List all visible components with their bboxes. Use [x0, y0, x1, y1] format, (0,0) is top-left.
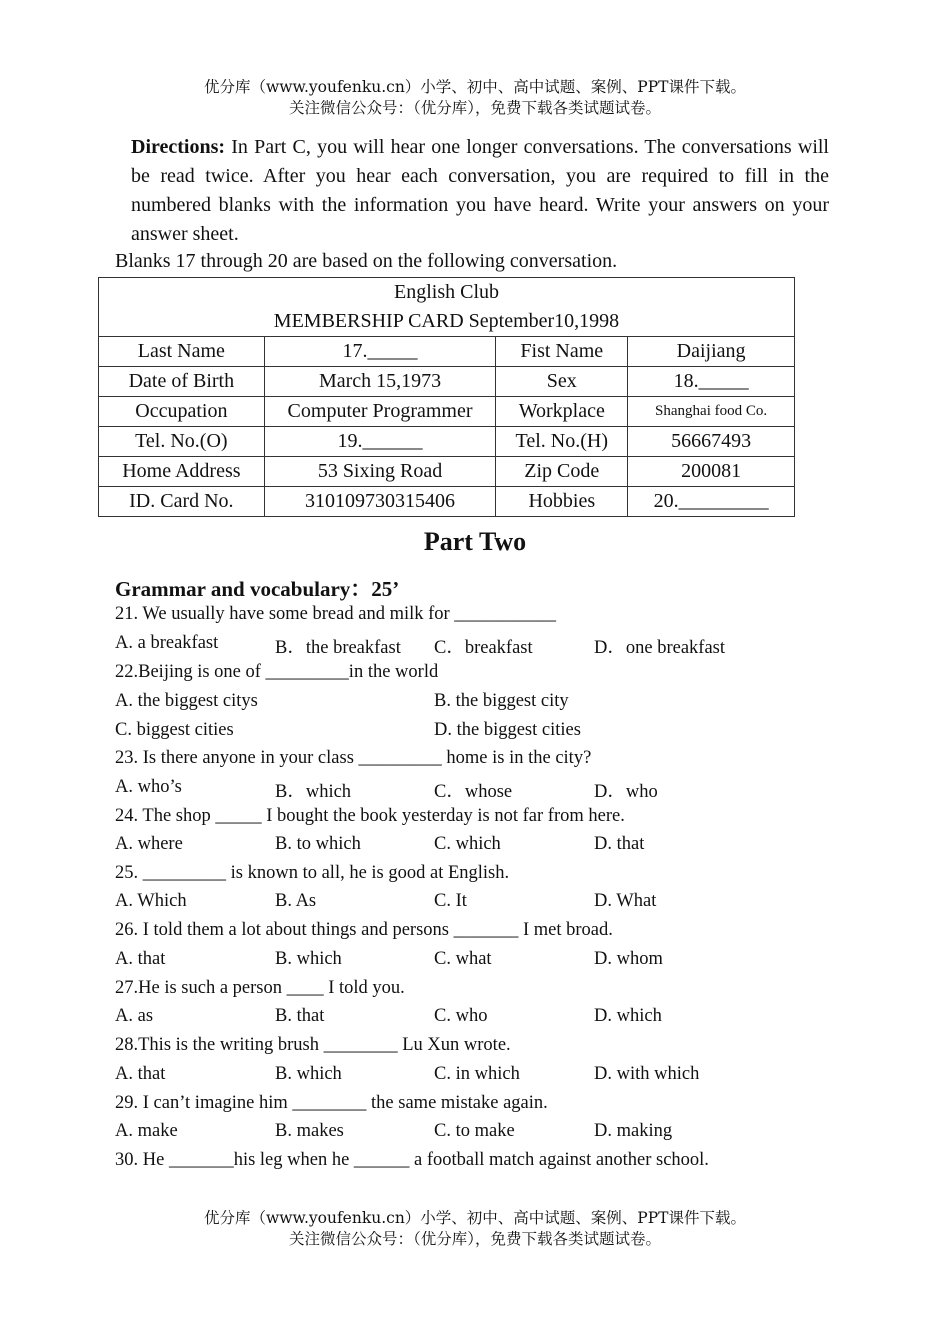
question-29: 29. I can’t imagine him ________ the same mistake again. — [115, 1093, 548, 1113]
option-b: B．the breakfast — [275, 638, 401, 658]
option-c: C. biggest cities — [115, 720, 234, 740]
option-d: D. making — [594, 1121, 673, 1141]
card-cell: Date of Birth — [99, 367, 265, 397]
option-d: D．who — [594, 782, 658, 802]
option-a: A. make — [115, 1121, 178, 1141]
header-line-1: 优分库（www.youfenku.cn）小学、初中、高中试题、案例、PPT课件下载。 — [203, 78, 747, 96]
question-22: 22.Beijing is one of _________in the world — [115, 662, 439, 682]
card-cell: 310109730315406 — [264, 487, 496, 517]
card-row — [99, 397, 795, 427]
option-a: A. that — [115, 949, 166, 969]
option-d: D. whom — [594, 949, 663, 969]
option-d: D. that — [594, 834, 645, 854]
directions-paragraph — [131, 133, 829, 249]
part-title: Part Two — [423, 527, 527, 556]
card-cell: Computer Programmer — [264, 397, 496, 427]
card-header-row — [99, 278, 795, 337]
option-b: B. the biggest city — [434, 691, 569, 711]
card-cell: 200081 — [628, 457, 795, 487]
directions-text: In Part C, you will hear one longer conversations. The conversations will be read twice. After you hear each conversation, you are required to fill in the numbered blanks with the information you have heard. Write your answers on your answer sheet. — [131, 136, 829, 245]
option-c: C．breakfast — [434, 638, 533, 658]
option-a: A. a breakfast — [115, 633, 219, 653]
card-cell: 56667493 — [628, 427, 795, 457]
question-23: 23. Is there anyone in your class _________ home is in the city? — [115, 748, 592, 768]
option-a: A. who’s — [115, 777, 182, 797]
option-c: C. It — [434, 891, 467, 911]
header-line-2: 关注微信公众号：（优分库），免费下载各类试题试卷。 — [288, 99, 661, 117]
option-b: B. which — [275, 1064, 342, 1084]
card-row — [99, 427, 795, 457]
question-28: 28.This is the writing brush ________ Lu Xun wrote. — [115, 1035, 511, 1055]
card-cell: ID. Card No. — [99, 487, 265, 517]
page-footer — [0, 1208, 950, 1250]
question-26: 26. I told them a lot about things and persons _______ I met broad. — [115, 920, 613, 940]
option-a: A. where — [115, 834, 183, 854]
option-b: B. which — [275, 949, 342, 969]
card-cell: Sex — [496, 367, 628, 397]
card-cell: Zip Code — [496, 457, 628, 487]
card-row — [99, 457, 795, 487]
card-row — [99, 337, 795, 367]
option-b: B. that — [275, 1006, 325, 1026]
option-d: D. What — [594, 891, 657, 911]
card-title: English Club — [393, 281, 499, 303]
membership-card-table — [98, 277, 795, 517]
footer-line-1: 优分库（www.youfenku.cn）小学、初中、高中试题、案例、PPT课件下载。 — [203, 1209, 747, 1227]
footer-line-2: 关注微信公众号：（优分库），免费下载各类试题试卷。 — [288, 1230, 661, 1248]
option-c: C. in which — [434, 1064, 520, 1084]
card-cell: Occupation — [99, 397, 265, 427]
option-a: A. that — [115, 1064, 166, 1084]
card-cell: March 15,1973 — [264, 367, 496, 397]
option-b: B. to which — [275, 834, 361, 854]
card-cell: Daijiang — [628, 337, 795, 367]
card-cell: 18._____ — [628, 367, 795, 397]
card-row — [99, 367, 795, 397]
card-cell: 53 Sixing Road — [264, 457, 496, 487]
directions-label: Directions: — [131, 136, 226, 158]
option-c: C. to make — [434, 1121, 515, 1141]
card-cell: 17._____ — [264, 337, 496, 367]
card-cell: Tel. No.(H) — [496, 427, 628, 457]
option-a: A. Which — [115, 891, 187, 911]
card-cell: Shanghai food Co. — [628, 397, 795, 427]
card-subtitle: MEMBERSHIP CARD September10,1998 — [273, 310, 620, 332]
option-a: A. the biggest citys — [115, 691, 258, 711]
option-d: D. which — [594, 1006, 662, 1026]
card-cell: Fist Name — [496, 337, 628, 367]
option-d: D．one breakfast — [594, 638, 725, 658]
card-cell: Home Address — [99, 457, 265, 487]
question-30: 30. He _______his leg when he ______ a football match against another school. — [115, 1150, 709, 1170]
option-b: B. makes — [275, 1121, 344, 1141]
question-21: 21. We usually have some bread and milk for ___________ — [115, 604, 557, 624]
card-cell: 20._________ — [628, 487, 795, 517]
option-b: B. As — [275, 891, 317, 911]
option-c: C．whose — [434, 782, 513, 802]
card-cell: 19.______ — [264, 427, 496, 457]
page-header — [0, 77, 950, 119]
card-cell: Workplace — [496, 397, 628, 427]
card-cell: Tel. No.(O) — [99, 427, 265, 457]
option-d: D. with which — [594, 1064, 700, 1084]
option-a: A. as — [115, 1006, 154, 1026]
question-25: 25. _________ is known to all, he is good at English. — [115, 863, 510, 883]
option-c: C. which — [434, 834, 501, 854]
blanks-intro: Blanks 17 through 20 are based on the following conversation. — [115, 250, 618, 272]
grammar-heading: Grammar and vocabulary：25’ — [115, 577, 400, 601]
option-b: B．which — [275, 782, 352, 802]
option-c: C. what — [434, 949, 492, 969]
card-row — [99, 487, 795, 517]
option-d: D. the biggest cities — [434, 720, 581, 740]
option-c: C. who — [434, 1006, 488, 1026]
card-cell: Hobbies — [496, 487, 628, 517]
question-24: 24. The shop _____ I bought the book yesterday is not far from here. — [115, 806, 625, 826]
card-cell: Last Name — [99, 337, 265, 367]
question-27: 27.He is such a person ____ I told you. — [115, 978, 405, 998]
card-header-cell — [99, 278, 795, 337]
